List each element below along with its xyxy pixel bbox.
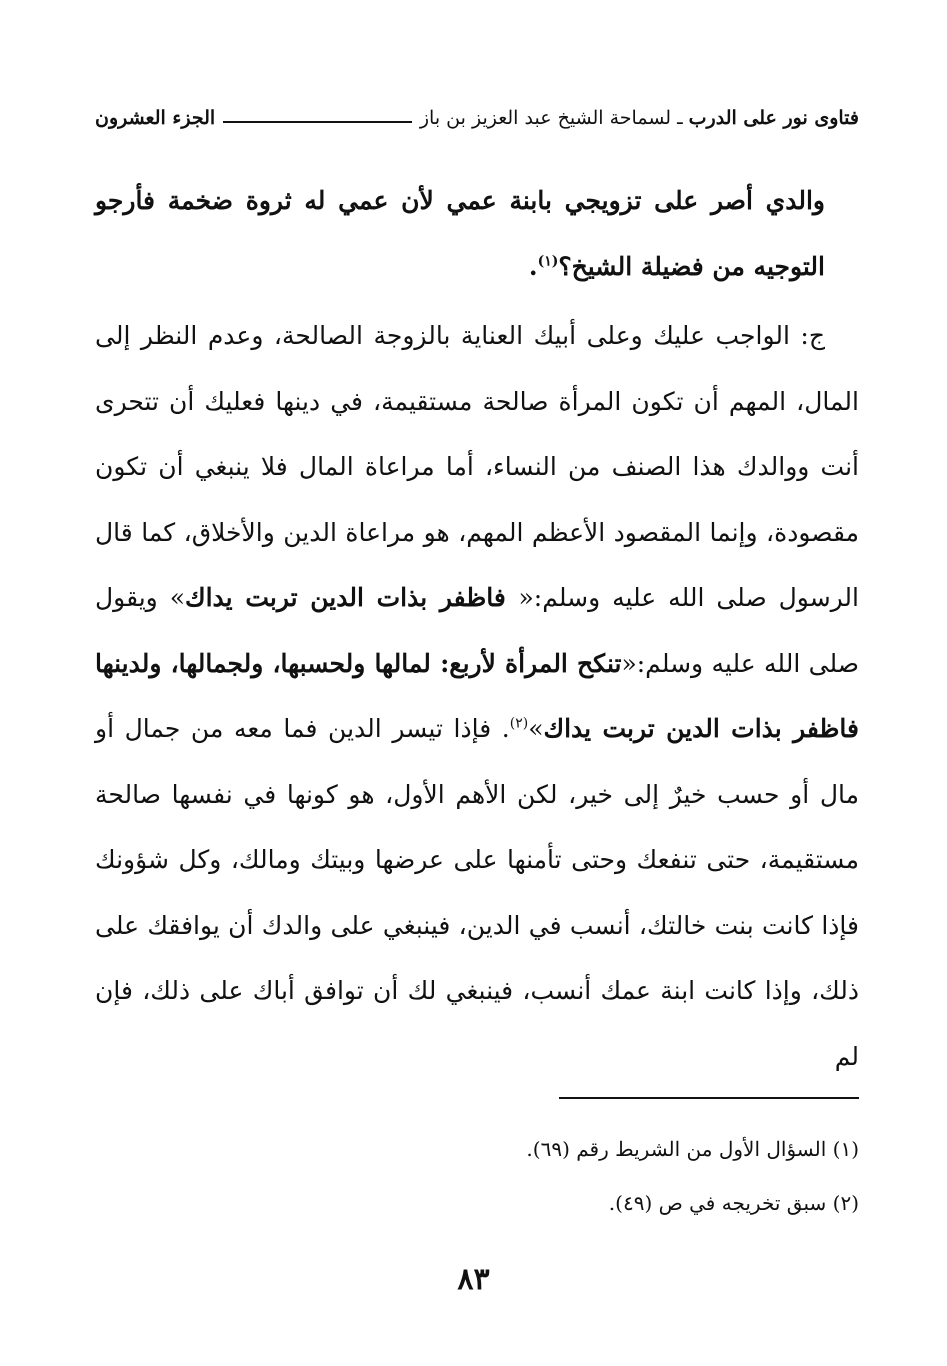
answer-text-3: » [528, 714, 544, 743]
hadith-quote-1: فاظفر بذات الدين تربت يداك [185, 583, 519, 612]
footnote-ref-2: (٢) [509, 715, 529, 732]
header-rule [223, 121, 412, 123]
header-separator: ـ [677, 107, 683, 129]
footnotes [95, 1122, 859, 1230]
page-number: ٨٣ [457, 1262, 490, 1297]
volume-label: الجزء العشرون [95, 107, 216, 129]
book-author: لسماحة الشيخ عبد العزيز بن باز [419, 107, 672, 129]
answer-text-2: » ويقول صلى الله عليه وسلم:« [95, 583, 859, 678]
footnote-2: (٢) سبق تخريجه في ص (٤٩). [608, 1191, 859, 1215]
book-title: فتاوى نور على الدرب [688, 107, 859, 129]
question-text: والدي أصر على تزويجي بابنة عمي لأن عمي له ثروة ضخمة فأرجو التوجيه من فضيلة الشيخ؟ [95, 186, 825, 281]
footnote-1: (١) السؤال الأول من الشريط رقم (٦٩). [526, 1137, 859, 1161]
answer-text-1: ج: الواجب عليك وعلى أبيك العناية بالزوجة الصالحة، وعدم النظر إلى المال، المهم أن تكون المرأة صالحة مستقيمة، في دينها فعليك أن تتحرى أنت ووالدك هذا الصنف من النساء، أما مراعاة المال فلا ينبغي أن تكون مقصودة، وإنما المقصود الأعظم المهم، هو مراعاة الدين والأخلاق، كما قال الرسول صلى الله عليه وسلم:« [95, 321, 859, 612]
footnote-divider [559, 1097, 859, 1099]
answer-text-4: . فإذا تيسر الدين فما معه من جمال أو مال أو حسب خيرٌ إلى خير، لكن الأهم الأول، هو كونها في نفسها صالحة مستقيمة، حتى تنفعك وحتى تأمنها على عرضها وبيتك ومالك، وكل شؤونك فإذا كانت بنت خالتك، أنسب في الدين، فينبغي على والدك أن يوافقك على ذلك، وإذا كانت ابنة عمك أنسب، فينبغي لك أن توافق أباك على ذلك، فإن لم [95, 714, 859, 1071]
running-header [95, 98, 859, 138]
question-period: . [528, 251, 538, 281]
question-paragraph [95, 168, 859, 299]
main-text [95, 168, 859, 1089]
answer-paragraph [95, 303, 859, 1089]
footnote-ref-1: (١) [537, 253, 559, 270]
hadith-quote-2: تنكح المرأة لأربع: لمالها ولحسبها، ولجمالها، ولدينها فاظفر بذات الدين تربت يداك [95, 648, 859, 743]
